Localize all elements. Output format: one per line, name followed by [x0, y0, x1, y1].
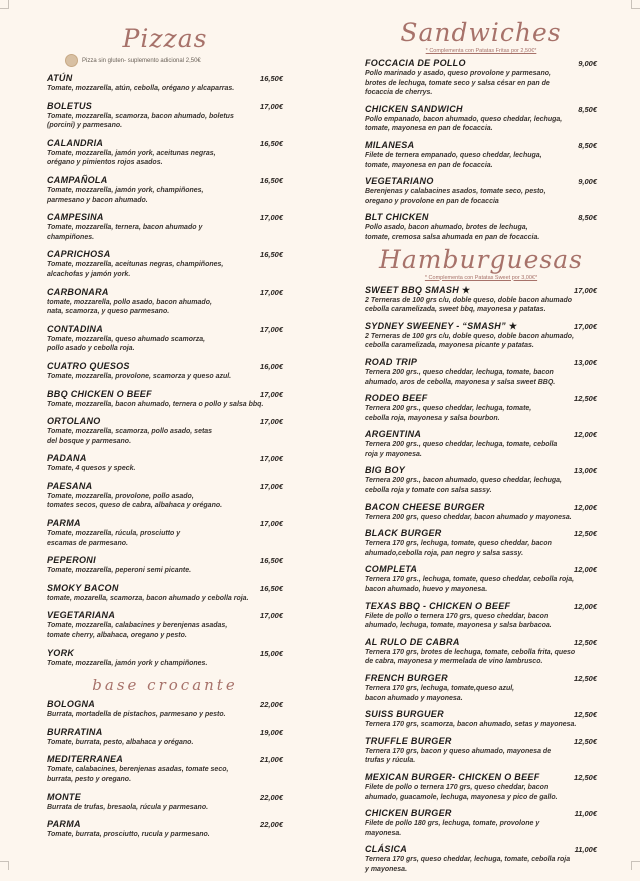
- menu-item-header: [47, 389, 283, 400]
- menu-item-price: 15,00€: [260, 648, 283, 658]
- menu-item-price: 12,50€: [574, 772, 597, 782]
- menu-item-name-text: MEXICAN BURGER- CHICKEN O BEEF: [365, 771, 540, 782]
- menu-item-description: Tomate, burrata, prosciutto, rucula y parmesano.: [47, 831, 210, 839]
- menu-item: [365, 528, 597, 558]
- menu-item: [365, 104, 597, 134]
- menu-item-description: Tomate, mozzarella, peperoni semi picante.: [47, 567, 192, 575]
- menu-item-description: Ternera 200 grs., queso cheddar, lechuga, tomate, cebolla roja y mayonesa.: [365, 441, 558, 458]
- menu-item-name-text: BOLOGNA: [47, 699, 96, 710]
- sandwiches-note: * Complementa con Patatas Fritas por 2,50€*: [425, 48, 537, 54]
- menu-item-name: [365, 104, 463, 115]
- section-title-pizzas: Pizzas: [122, 24, 208, 53]
- menu-item-header: [365, 321, 597, 332]
- menu-item-description: Ternera 200 grs, queso cheddar, bacon ahumado y mayonesa.: [365, 513, 572, 521]
- menu-item-price: 8,50€: [578, 213, 597, 223]
- menu-item-price: 22,00€: [260, 792, 283, 802]
- menu-item-price: 9,00€: [578, 177, 597, 187]
- menu-item: [47, 481, 283, 511]
- menu-item: [47, 212, 283, 242]
- menu-item-name: [365, 212, 429, 223]
- menu-item-description: Tomate, mozzarella, atún, cebolla, orégano y alcaparras.: [47, 85, 235, 92]
- pizza-list: [47, 73, 283, 668]
- menu-item-name-text: AL RULO DE CABRA: [365, 636, 460, 647]
- menu-item-price: 17,00€: [574, 321, 597, 331]
- menu-item-name: [47, 648, 74, 659]
- menu-item-name: [47, 583, 119, 594]
- menu-item-price: 12,00€: [574, 601, 597, 611]
- menu-item-name: [365, 285, 470, 296]
- menu-item: [47, 518, 283, 548]
- menu-item: [47, 819, 283, 840]
- menu-item-description: Ternera 200 grs., queso cheddar, lechuga, tomate, bacon ahumado, aros de cebolla, mayonesa y salsa sweet BBQ.: [365, 368, 556, 386]
- menu-item-name-text: BIG BOY: [365, 465, 406, 476]
- menu-item-name: [47, 324, 103, 335]
- hamburguesa-list: [365, 285, 597, 875]
- menu-item-name: [47, 212, 104, 223]
- menu-item-header: [365, 285, 597, 296]
- menu-item-name-text: SWEET BBQ SMASH: [365, 284, 460, 295]
- menu-item-price: 13,00€: [574, 466, 597, 476]
- menu-item-name: [365, 321, 517, 332]
- menu-item-name: [47, 361, 130, 372]
- menu-item-price: 16,50€: [260, 583, 283, 593]
- menu-item-name-text: BOLETUS: [47, 100, 93, 111]
- menu-item-name-text: MONTE: [47, 791, 81, 802]
- menu-item-name: [47, 792, 81, 803]
- menu-item-name-text: ORTOLANO: [47, 416, 101, 427]
- menu-item-name: [47, 287, 109, 298]
- menu-item: [365, 808, 597, 838]
- menu-item-header: [47, 610, 283, 621]
- menu-item-price: 12,50€: [574, 674, 597, 683]
- menu-item-header: [365, 736, 597, 747]
- menu-item: [47, 453, 283, 474]
- menu-item-price: 19,00€: [260, 727, 283, 737]
- menu-item-description: Tomate, mozzarella, calabacines y berenjenas asadas, tomate cherry, albahaca, oregano y pesto.: [47, 622, 228, 640]
- menu-item-description: Tomate, calabacines, berenjenas asadas, tomate seco, burrata, pesto y oregano.: [47, 766, 229, 783]
- menu-item-name: [365, 564, 417, 575]
- menu-item-name: [365, 808, 452, 819]
- menu-item-price: 17,00€: [260, 101, 283, 111]
- menu-item-price: 12,50€: [574, 736, 597, 746]
- menu-item-name-text: MEDITERRANEA: [47, 754, 124, 765]
- menu-item-price: 16,50€: [260, 138, 283, 148]
- menu-item-header: [47, 324, 283, 335]
- menu-item-header: [47, 212, 283, 223]
- menu-item-price: 12,50€: [574, 394, 597, 404]
- menu-item: [47, 699, 283, 720]
- menu-item-description: Tomate, mozzarella, scamorza, bacon ahumado, boletus (porcini) y parmesano.: [47, 112, 234, 130]
- crop-mark: [631, 861, 640, 870]
- menu-item-price: 16,50€: [260, 74, 283, 83]
- menu-item-price: 8,50€: [578, 104, 597, 114]
- menu-item-name: [47, 249, 111, 260]
- menu-item-name: [365, 772, 540, 783]
- menu-item-price: 17,00€: [260, 454, 283, 464]
- menu-item-name: [47, 555, 96, 566]
- menu-item-description: Pollo empanado, bacon ahumado, queso cheddar, lechuga, tomate, mayonesa en pan de focaccia.: [365, 115, 563, 133]
- menu-item-name: [365, 465, 405, 476]
- menu-item: [47, 754, 283, 784]
- menu-item-name: [365, 176, 434, 187]
- menu-item-price: 17,00€: [260, 481, 283, 491]
- menu-item-header: [47, 648, 283, 659]
- menu-item-header: [365, 844, 597, 855]
- menu-item-header: [365, 212, 597, 223]
- menu-item-description: Tomate, mozzarella, ternera, bacon ahumado y champiñones.: [47, 224, 203, 241]
- menu-item-header: [365, 564, 597, 575]
- menu-item-header: [47, 555, 283, 566]
- menu-item: [47, 555, 283, 576]
- menu-item-name-text: BBQ CHICKEN O BEEF: [47, 388, 152, 399]
- menu-item-header: [365, 357, 597, 368]
- menu-item-header: [365, 502, 597, 513]
- menu-item-price: 17,00€: [260, 287, 283, 297]
- menu-item-name: [365, 357, 417, 368]
- menu-item-header: [47, 727, 283, 738]
- menu-item-name: [47, 101, 92, 112]
- menu-item-description: Burrata de trufas, bresaola, rúcula y parmesano.: [47, 803, 209, 811]
- menu-item-header: [365, 429, 597, 440]
- menu-item-description: Tomate, mozzarella, jamón york y champiñones.: [47, 659, 208, 667]
- menu-item-header: [365, 393, 597, 404]
- menu-item-name-text: CHICKEN SANDWICH: [365, 103, 463, 114]
- menu-item-name: [47, 819, 81, 830]
- menu-item-description: Tomate, mozzarella, aceitunas negras, champiñones, alcachofas y jamón york.: [47, 261, 224, 278]
- menu-item-name: [47, 610, 115, 621]
- menu-item: [365, 321, 597, 351]
- menu-item-description: Ternera 170 grs, bacon y queso ahumado, mayonesa de trufas y rúcula.: [365, 747, 552, 765]
- gluten-note-text: Pizza sin gluten- suplemento adicional 2,50€: [82, 57, 201, 64]
- menu-item-price: 12,00€: [574, 565, 597, 575]
- menu-item-description: Tomate, mozzarella, provolone, pollo asado, tomates secos, queso de cabra, albahaca y orégano.: [47, 492, 223, 510]
- menu-item-description: Filete de ternera empanado, queso cheddar, lechuga, tomate, mayonesa en pan de focaccia.: [365, 151, 542, 169]
- menu-item-name: [365, 393, 428, 404]
- menu-item-header: [47, 287, 283, 298]
- menu-item-name-text: PEPERONI: [47, 555, 96, 566]
- section-title-hamburguesas: Hamburguesas: [379, 244, 583, 274]
- menu-item: [365, 285, 597, 315]
- menu-item-description: Pollo marinado y asado, queso provolone y parmesano, brotes de lechuga, tomate seco y salsa césar en pan de focaccia de cherrys.: [365, 70, 551, 97]
- menu-item-price: 22,00€: [260, 700, 283, 710]
- menu-item-price: 12,50€: [574, 637, 597, 647]
- menu-item-price: 12,50€: [574, 710, 597, 720]
- menu-item-name: [47, 518, 81, 529]
- menu-item-name-text: BACON CHEESE BURGER: [365, 501, 485, 512]
- menu-item: [365, 393, 597, 423]
- section-title-sandwiches: Sandwiches: [400, 18, 562, 47]
- menu-item-name-text: ATÚN: [47, 73, 73, 83]
- menu-item-header: [47, 481, 283, 492]
- menu-item-name-text: PARMA: [47, 518, 81, 529]
- menu-item-price: 17,00€: [260, 417, 283, 427]
- crop-mark: [0, 861, 9, 870]
- sandwich-list: [365, 58, 597, 243]
- menu-item-description: Pollo asado, bacon ahumado, brotes de lechuga, tomate, cremosa salsa ahumada en pan de focaccia.: [365, 224, 540, 241]
- menu-item-name: [47, 699, 95, 710]
- menu-item-header: [47, 249, 283, 260]
- menu-item-name-text: CAPRICHOSA: [47, 249, 111, 260]
- menu-item: [47, 389, 283, 410]
- menu-item-description: Ternera 170 grs, lechuga, tomate,queso azul, bacon ahumado y mayonesa.: [365, 685, 515, 702]
- menu-item-name: [47, 73, 73, 84]
- menu-item-header: [47, 453, 283, 464]
- menu-item-name: [47, 727, 103, 738]
- menu-item-header: [47, 819, 283, 830]
- menu-item-description: Filete de pollo 180 grs, lechuga, tomate, provolone y mayonesa.: [365, 820, 540, 837]
- menu-item-header: [47, 583, 283, 594]
- menu-item: [365, 465, 597, 495]
- menu-item-header: [365, 528, 597, 539]
- menu-item: [365, 212, 597, 242]
- menu-item-price: 21,00€: [260, 755, 283, 765]
- crop-mark: [631, 0, 640, 9]
- menu-item-description: Tomate, mozzarella, queso ahumado scamorza, pollo asado y cebolla roja.: [47, 335, 206, 353]
- menu-item-name-text: BLT CHICKEN: [365, 212, 429, 223]
- menu-item-name-text: CLÁSICA: [365, 844, 408, 855]
- menu-item: [365, 58, 597, 98]
- menu-item: [47, 416, 283, 446]
- menu-item-name-text: PADANA: [47, 453, 87, 464]
- menu-item-description: Filete de pollo o ternera 170 grs, queso cheddar, bacon ahumado, guacamole, lechuga, mayonesa y pico de gallo.: [365, 783, 558, 801]
- menu-item: [365, 709, 597, 730]
- menu-item-description: Tomate, mozzarella, jamón york, aceitunas negras, orégano y pimientos rojos asados.: [47, 149, 216, 167]
- menu-item-name-text: BLACK BURGER: [365, 528, 442, 539]
- menu-item-description: tomate, mozarella, scamorza, bacon ahumado y cebolla roja.: [47, 594, 249, 602]
- menu-item-description: Tomate, mozzarella, scamorza, pollo asado, setas del bosque y parmesano.: [47, 428, 213, 445]
- menu-item-price: 16,50€: [260, 175, 283, 185]
- menu-item-name-text: SMOKY BACON: [47, 582, 119, 593]
- menu-item-description: Ternera 200 grs., queso cheddar, lechuga, tomate, cebolla roja, mayonesa y salsa bourbon.: [365, 405, 532, 422]
- menu-item: [47, 138, 283, 168]
- menu-item-name-text: SYDNEY SWEENEY - “SMASH”: [365, 320, 506, 331]
- menu-item-name-text: PARMA: [47, 819, 81, 830]
- menu-item-name: [365, 502, 485, 513]
- menu-item: [47, 610, 283, 640]
- menu-item-name: [365, 58, 466, 69]
- menu-item: [47, 249, 283, 279]
- left-column: [47, 24, 283, 847]
- menu-item-name-text: PAESANA: [47, 480, 93, 491]
- menu-item-description: Ternera 170 grs, scamorza, bacon ahumado, setas y mayonesa.: [365, 721, 577, 729]
- menu-item-name-text: CARBONARA: [47, 286, 109, 297]
- menu-item-header: [365, 176, 597, 187]
- menu-item: [365, 772, 597, 802]
- menu-item-price: 12,00€: [574, 430, 597, 440]
- menu-item: [365, 429, 597, 459]
- menu-item: [47, 583, 283, 604]
- menu-item-price: 11,00€: [574, 845, 597, 855]
- menu-item-name-text: BURRATINA: [47, 726, 103, 737]
- menu-item-description: 2 Terneras de 100 grs c/u, doble queso, doble bacon ahumado cebolla caramelizada, sweet bbq, mayonesa y patatas.: [365, 296, 573, 314]
- menu-item-name-text: CHICKEN BURGER: [365, 808, 452, 819]
- menu-item-description: Ternera 200 grs., bacon ahumado, queso cheddar, lechuga, cebolla roja y tomate con salsa sassy.: [365, 477, 562, 495]
- menu-item-name: [365, 673, 448, 684]
- menu-item: [47, 175, 283, 205]
- menu-item: [47, 73, 283, 94]
- menu-item-price: 17,00€: [574, 285, 597, 295]
- menu-item-name: [365, 601, 510, 612]
- menu-item-name-text: VEGETARIANO: [365, 176, 434, 187]
- menu-item-name: [365, 709, 444, 720]
- menu-item-header: [365, 637, 597, 648]
- menu-item-name-text: CAMPAÑOLA: [47, 174, 108, 185]
- menu-item-name: [47, 481, 92, 492]
- menu-item-name: [47, 453, 87, 464]
- menu-item-description: Burrata, mortadella de pistachos, parmesano y pesto.: [47, 711, 226, 719]
- menu-item: [365, 844, 597, 874]
- menu-item-header: [47, 361, 283, 372]
- menu-item-price: 16,50€: [260, 250, 283, 260]
- menu-item-header: [47, 792, 283, 803]
- menu-item-name: [365, 637, 460, 648]
- menu-item-header: [365, 709, 597, 720]
- menu-item-description: Filete de pollo o ternera 170 grs, queso cheddar, bacon ahumado, lechuga, tomate, mayonesa y salsa barbacoa.: [365, 612, 552, 630]
- menu-item-price: 12,50€: [574, 529, 597, 539]
- menu-item-header: [47, 416, 283, 427]
- menu-item-description: Tomate, mozzarella, provolone, scamorza y queso azul.: [47, 372, 232, 380]
- menu-item-name: [365, 528, 442, 539]
- menu-item-price: 17,00€: [260, 213, 283, 223]
- menu-item: [365, 357, 597, 387]
- menu-item-description: Ternera 170 grs, brotes de lechuga, tomate, cebolla frita, queso de cabra, mayonesa y mermelada de vino lambrusco.: [365, 648, 576, 666]
- menu-item: [365, 176, 597, 206]
- menu-item-name: [47, 389, 152, 400]
- menu-item: [47, 324, 283, 354]
- menu-item-description: Ternera 170 grs, lechuga, tomate, queso cheddar, bacon ahumado,cebolla roja, pan negro y salsa sassy.: [365, 540, 552, 557]
- menu-item-description: Tomate, burrata, pesto, albahaca y orégano.: [47, 738, 194, 746]
- menu-item-header: [365, 465, 597, 476]
- menu-item: [47, 287, 283, 317]
- menu-item-name-text: SUISS BURGUER: [365, 709, 444, 720]
- menu-item: [365, 673, 597, 703]
- menu-item-description: Ternera 170 grs, queso cheddar, lechuga, tomate, cebolla roja y mayonesa.: [365, 856, 571, 873]
- menu-item: [365, 637, 597, 667]
- menu-item-price: 17,00€: [260, 519, 283, 529]
- menu-item-price: 16,00€: [260, 361, 283, 371]
- menu-item-header: [365, 772, 597, 783]
- menu-item-price: 17,00€: [260, 389, 283, 399]
- menu-item-name-text: ROAD TRIP: [365, 356, 418, 367]
- menu-item-name-text: CONTADINA: [47, 323, 104, 334]
- menu-item-description: Tomate, mozzarella, rúcula, prosciutto y escamas de parmesano.: [47, 530, 181, 547]
- menu-item-price: 22,00€: [260, 820, 283, 830]
- menu-item: [365, 140, 597, 170]
- menu-item: [365, 502, 597, 523]
- gluten-free-icon: [65, 54, 78, 67]
- menu-item: [47, 361, 283, 382]
- menu-item-header: [365, 58, 597, 69]
- menu-item-name-text: TRUFFLE BURGER: [365, 735, 452, 746]
- menu-item-header: [365, 808, 597, 819]
- menu-item-description: Berenjenas y calabacines asados, tomate seco, pesto, oregano y provolone en pan de focaccia: [365, 188, 546, 205]
- menu-item-header: [47, 101, 283, 112]
- base-crocante-list: [47, 699, 283, 840]
- gluten-note: [65, 54, 283, 67]
- menu-item-header: [47, 73, 283, 84]
- menu-item-name-text: FRENCH BURGER: [365, 673, 448, 683]
- menu-item-name-text: CUATRO QUESOS: [47, 360, 130, 371]
- menu-item-name: [365, 736, 452, 747]
- menu-item-description: Tomate, 4 quesos y speck.: [47, 465, 136, 473]
- menu-item-name-text: COMPLETA: [365, 564, 418, 575]
- menu-item-header: [365, 673, 597, 684]
- menu-item-header: [365, 601, 597, 612]
- menu-item-price: 17,00€: [260, 324, 283, 334]
- menu-item-name: [365, 140, 414, 151]
- menu-item: [47, 101, 283, 131]
- menu-item-name: [47, 754, 123, 765]
- menu-item-price: 12,00€: [574, 502, 597, 512]
- menu-item-description: Tomate, mozzarella, jamón york, champiñones, parmesano y bacon ahumado.: [47, 186, 204, 204]
- menu-item: [365, 601, 597, 631]
- menu-item-name-text: FOCCACIA DE POLLO: [365, 58, 466, 68]
- menu-item-name-text: ARGENTINA: [365, 429, 422, 440]
- crop-mark: [0, 0, 9, 9]
- right-column: [365, 18, 597, 881]
- menu-item-header: [365, 104, 597, 115]
- menu-item-name: [365, 429, 421, 440]
- menu-item-header: [47, 699, 283, 710]
- menu-item-name-text: RODEO BEEF: [365, 393, 428, 404]
- menu-item-price: 16,50€: [260, 556, 283, 566]
- menu-item-description: Tomate, mozzarella, bacon ahumado, ternera o pollo y salsa bbq.: [47, 400, 264, 408]
- menu-item-name-text: TEXAS BBQ - CHICKEN O BEEF: [365, 600, 511, 611]
- menu-item: [365, 736, 597, 766]
- menu-item-name-text: MILANESA: [365, 139, 415, 150]
- menu-item-name-text: CAMPESINA: [47, 212, 104, 223]
- menu-item-name: [47, 416, 101, 427]
- menu-item-header: [47, 138, 283, 149]
- star-icon: ★: [508, 320, 518, 331]
- menu-item-price: 13,00€: [574, 357, 597, 367]
- menu-item-price: 9,00€: [578, 59, 597, 68]
- menu-item-description: Ternera 170 grs., lechuga, tomate, queso cheddar, cebolla roja, bacon ahumado, huevo y mayonesa.: [365, 576, 575, 594]
- menu-item: [47, 727, 283, 748]
- menu-item-description: tomate, mozzarella, pollo asado, bacon ahumado, nata, scamorza, y queso parmesano.: [47, 298, 212, 316]
- menu-item: [47, 648, 283, 669]
- menu-item-header: [365, 140, 597, 151]
- menu-item-name-text: YORK: [47, 647, 75, 658]
- menu-item-name: [47, 175, 108, 186]
- menu-item-header: [47, 175, 283, 186]
- star-icon: ★: [462, 284, 471, 295]
- hamburguesas-note: * Complementa con Patatas Sweet por 3,00€*: [424, 274, 538, 281]
- menu-item-description: 2 Terneras de 100 grs c/u, doble queso, doble bacon ahumado, cebolla caramelizada, mayonesa picante y patatas.: [365, 332, 575, 350]
- menu-item-name: [47, 138, 103, 149]
- menu-item-price: 8,50€: [578, 140, 597, 150]
- menu-item-header: [47, 754, 283, 765]
- menu-item-price: 11,00€: [574, 809, 597, 819]
- menu-item: [47, 792, 283, 813]
- section-title-base-crocante: base crocante: [92, 676, 238, 695]
- menu-item-name-text: CALANDRIA: [47, 137, 104, 148]
- menu-item-header: [47, 518, 283, 529]
- menu-item-name-text: VEGETARIANA: [47, 610, 116, 621]
- menu-item-price: 17,00€: [260, 611, 283, 621]
- menu-item-name: [365, 844, 407, 855]
- menu-item: [365, 564, 597, 594]
